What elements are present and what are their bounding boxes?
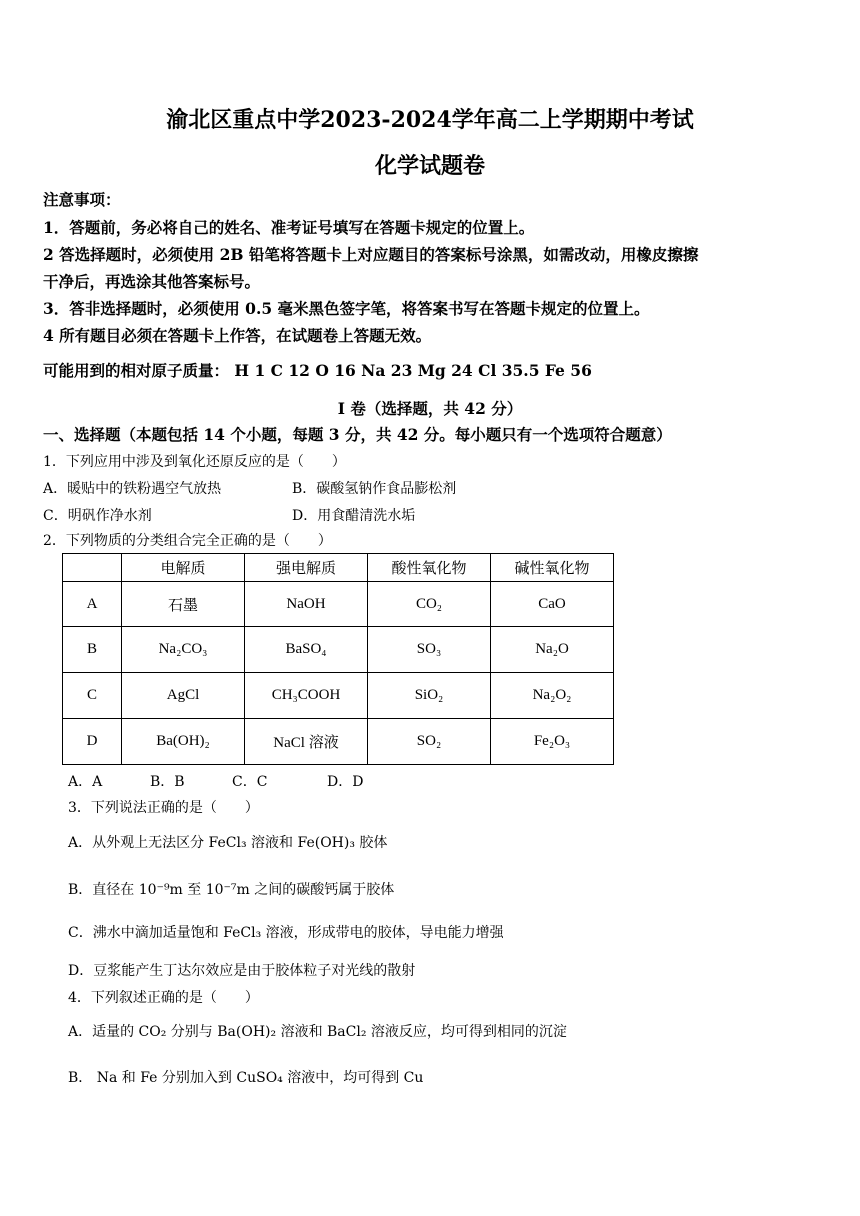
row-label: A [63,582,122,627]
table-cell: BaSO₄ [245,627,368,673]
classification-table [62,553,614,765]
note-item: 3．答非选择题时，必须使用 0.5 毫米黑色签字笔，将答案书写在答题卡规定的位置上。 [43,299,650,318]
question-3-stem: 3．下列说法正确的是（ ） [68,800,259,816]
note-item: 干净后，再选涂其他答案标号。 [43,272,261,291]
question-3-option-d: D．豆浆能产生丁达尔效应是由于胶体粒子对光线的散射 [68,963,416,979]
table-cell: AgCl [122,673,245,719]
table-header-cell: 碱性氧化物 [491,554,614,582]
table-cell: Fe₂O₃ [491,719,614,765]
question-1-option-a: A．暖贴中的铁粉遇空气放热 [43,481,222,497]
row-label: B [63,627,122,673]
question-2-option-c: C．C [232,774,268,790]
question-1-stem: 1．下列应用中涉及到氧化还原反应的是（ ） [43,454,346,470]
row-label: C [63,673,122,719]
table-row [63,673,614,719]
table-header-cell [63,554,122,582]
table-header-cell: 酸性氧化物 [368,554,491,582]
exam-title: 渝北区重点中学2023-2024学年高二上学期期中考试 [166,107,694,133]
table-cell: CaO [491,582,614,627]
table-cell: Na₂CO₃ [122,627,245,673]
table-cell: SO₂ [368,719,491,765]
table-cell: 石墨 [122,582,245,627]
note-item: 2 答选择题时，必须使用 2B 铅笔将答题卡上对应题目的答案标号涂黑，如需改动，用橡皮擦擦 [43,245,699,264]
table-cell: CH₃COOH [245,673,368,719]
exam-subtitle: 化学试题卷 [374,153,485,179]
question-3-option-b: B．直径在 10⁻⁹m 至 10⁻⁷m 之间的碳酸钙属于胶体 [68,882,395,898]
question-4-option-a: A．适量的 CO₂ 分别与 Ba(OH)₂ 溶液和 BaCl₂ 溶液反应，均可得到相同的沉淀 [68,1024,567,1040]
question-1-option-c: C．明矾作净水剂 [43,508,152,524]
question-2-option-b: B．B [150,774,185,790]
table-cell: SiO₂ [368,673,491,719]
question-2-stem: 2．下列物质的分类组合完全正确的是（ ） [43,533,332,549]
question-3-option-a: A．从外观上无法区分 FeCl₃ 溶液和 Fe(OH)₃ 胶体 [68,835,388,851]
question-2-option-a: A．A [68,774,103,790]
table-row [63,582,614,627]
section-heading: 一、选择题（本题包括 14 个小题，每题 3 分，共 42 分。每小题只有一个选项符合题意） [43,425,672,444]
question-1-option-d: D．用食醋清洗水垢 [292,508,416,524]
question-4-stem: 4．下列叙述正确的是（ ） [68,990,259,1006]
table-cell: SO₃ [368,627,491,673]
note-item: 1．答题前，务必将自己的姓名、准考证号填写在答题卡规定的位置上。 [43,218,535,237]
table-row [63,627,614,673]
atomic-masses: 可能用到的相对原子质量： H 1 C 12 O 16 Na 23 Mg 24 Cl 35.5 Fe 56 [43,361,592,380]
question-3-option-c: C．沸水中滴加适量饱和 FeCl₃ 溶液，形成带电的胶体，导电能力增强 [68,925,504,941]
table-cell: Na₂O [491,627,614,673]
question-4-option-b: B． Na 和 Fe 分别加入到 CuSO₄ 溶液中，均可得到 Cu [68,1070,424,1086]
table-cell: NaOH [245,582,368,627]
question-2-option-d: D．D [327,774,364,790]
table-header-cell: 电解质 [122,554,245,582]
table-cell: CO₂ [368,582,491,627]
notes-heading: 注意事项： [43,190,121,209]
row-label: D [63,719,122,765]
table-cell: Na₂O₂ [491,673,614,719]
question-1-option-b: B．碳酸氢钠作食品膨松剂 [292,481,457,497]
table-row [63,719,614,765]
table-header-cell: 强电解质 [245,554,368,582]
table-cell: NaCl 溶液 [245,719,368,765]
table-header-row [63,554,614,582]
note-item: 4 所有题目必须在答题卡上作答，在试题卷上答题无效。 [43,326,432,345]
table-cell: Ba(OH)₂ [122,719,245,765]
part-heading: I 卷（选择题，共 42 分） [337,399,523,418]
